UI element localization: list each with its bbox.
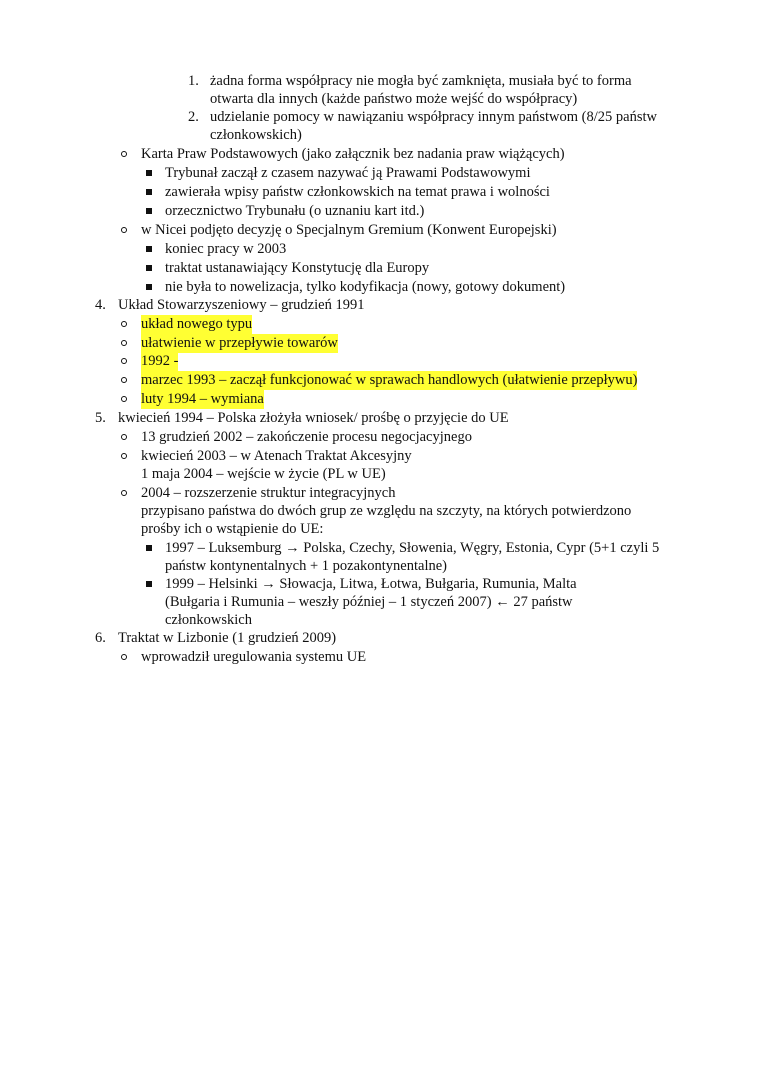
list-item-text: członkowskich) <box>210 127 302 143</box>
list-item-text: 13 grudzień 2002 – zakończenie procesu negocjacyjnego <box>141 429 472 445</box>
list-item-text: zawierała wpisy państw członkowskich na temat prawa i wolności <box>165 184 550 200</box>
square-bullet-icon <box>146 545 152 551</box>
list-item-text: (Bułgaria i Rumunia – weszły później – 1 styczeń 2007) ← 27 państw <box>165 594 573 610</box>
list-number: 5. <box>95 410 106 426</box>
list-item-text: koniec pracy w 2003 <box>165 241 287 257</box>
list-item-text: członkowskich <box>165 612 252 628</box>
list-item-text: Traktat w Lizbonie (1 grudzień 2009) <box>118 630 337 646</box>
list-item-text: 1997 – Luksemburg → Polska, Czechy, Słowenia, Węgry, Estonia, Cypr (5+1 czyli 5 <box>165 540 660 556</box>
list-number: 2. <box>188 109 199 125</box>
square-bullet-icon <box>146 189 152 195</box>
square-bullet-icon <box>146 170 152 176</box>
highlighted-text: luty 1994 – wymiana <box>141 391 264 407</box>
highlighted-text: układ nowego typu <box>141 316 253 332</box>
circle-bullet-icon <box>121 396 127 402</box>
highlighted-text: marzec 1993 – zaczął funkcjonować w sprawach handlowych (ułatwienie przepływu) <box>141 372 638 388</box>
list-item-text: kwiecień 1994 – Polska złożyła wniosek/ prośbę o przyjęcie do UE <box>118 410 509 426</box>
list-item-text: nie była to nowelizacja, tylko kodyfikacja (nowy, gotowy dokument) <box>165 279 566 295</box>
list-item-text: Karta Praw Podstawowych (jako załącznik bez nadania praw wiążących) <box>141 146 565 162</box>
square-bullet-icon <box>146 208 152 214</box>
list-item-text: państw kontynentalnych + 1 pozakontynentalne) <box>165 558 447 574</box>
list-number: 1. <box>188 73 199 89</box>
list-item-text: udzielanie pomocy w nawiązaniu współpracy innym państwom (8/25 państw <box>210 109 657 125</box>
list-item-text: przypisano państwa do dwóch grup ze względu na szczyty, na których potwierdzono <box>141 503 632 519</box>
circle-bullet-icon <box>121 453 127 459</box>
list-item-text: 1 maja 2004 – wejście w życie (PL w UE) <box>141 466 386 482</box>
square-bullet-icon <box>146 246 152 252</box>
list-item-text: kwiecień 2003 – w Atenach Traktat Akcesyjny <box>141 448 412 464</box>
list-item-text: Układ Stowarzyszeniowy – grudzień 1991 <box>118 297 365 313</box>
list-item-text: 2004 – rozszerzenie struktur integracyjnych <box>141 485 396 501</box>
circle-bullet-icon <box>121 377 127 383</box>
square-bullet-icon <box>146 581 152 587</box>
circle-bullet-icon <box>121 227 127 233</box>
list-number: 4. <box>95 297 106 313</box>
circle-bullet-icon <box>121 654 127 660</box>
circle-bullet-icon <box>121 434 127 440</box>
list-item-text: Trybunał zaczął z czasem nazywać ją Prawami Podstawowymi <box>165 165 531 181</box>
circle-bullet-icon <box>121 358 127 364</box>
list-item-text: w Nicei podjęto decyzję o Specjalnym Gremium (Konwent Europejski) <box>141 222 557 238</box>
circle-bullet-icon <box>121 151 127 157</box>
square-bullet-icon <box>146 284 152 290</box>
list-item-text: traktat ustanawiający Konstytucję dla Europy <box>165 260 430 276</box>
list-item-text: 1999 – Helsinki → Słowacja, Litwa, Łotwa, Bułgaria, Rumunia, Malta <box>165 576 577 592</box>
highlighted-text: 1992 - <box>141 353 179 369</box>
list-item-text: wprowadził uregulowania systemu UE <box>141 649 367 665</box>
square-bullet-icon <box>146 265 152 271</box>
list-item-text: żadna forma współpracy nie mogła być zamknięta, musiała być to forma <box>210 73 632 89</box>
circle-bullet-icon <box>121 321 127 327</box>
circle-bullet-icon <box>121 340 127 346</box>
list-item-text: orzecznictwo Trybunału (o uznaniu kart itd.) <box>165 203 425 219</box>
highlighted-text: ułatwienie w przepływie towarów <box>141 335 338 351</box>
list-number: 6. <box>95 630 106 646</box>
circle-bullet-icon <box>121 490 127 496</box>
list-item-text: otwarta dla innych (każde państwo może wejść do współpracy) <box>210 91 578 107</box>
list-item-text: prośby ich o wstąpienie do UE: <box>141 521 324 537</box>
